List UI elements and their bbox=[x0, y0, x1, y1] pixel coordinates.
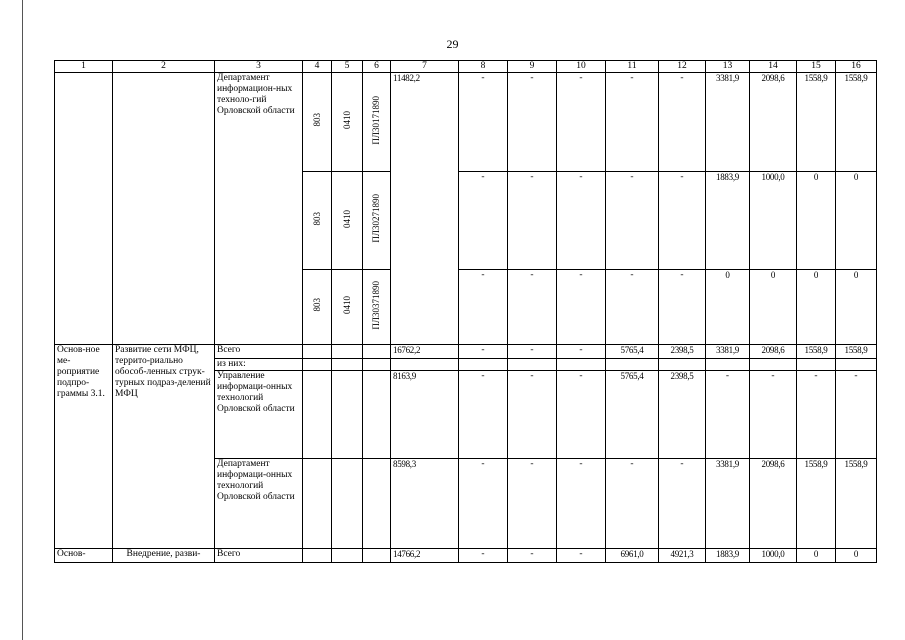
table-cell bbox=[303, 345, 332, 359]
code-section: 0410 bbox=[341, 209, 352, 228]
value-cell: 0 bbox=[797, 172, 836, 270]
table-row bbox=[55, 345, 877, 359]
budget-table bbox=[54, 60, 877, 563]
column-header-row bbox=[55, 61, 877, 73]
value-cell: 2098,6 bbox=[750, 459, 797, 549]
row-label: Управление информаци-онных технологий Орловской области bbox=[215, 371, 303, 459]
table-cell bbox=[363, 270, 391, 345]
table-cell bbox=[303, 172, 332, 270]
table-cell bbox=[836, 359, 877, 371]
column-header: 8 bbox=[459, 61, 508, 73]
value-cell: - bbox=[557, 172, 606, 270]
table-cell bbox=[508, 359, 557, 371]
table-cell bbox=[332, 345, 363, 359]
value-cell: - bbox=[508, 73, 557, 172]
table-cell bbox=[303, 459, 332, 549]
value-cell: - bbox=[557, 371, 606, 459]
table-cell bbox=[706, 359, 750, 371]
table-cell bbox=[332, 371, 363, 459]
value-cell: 2398,5 bbox=[659, 345, 706, 359]
total-cell: 16762,2 bbox=[391, 345, 459, 359]
column-header: 7 bbox=[391, 61, 459, 73]
value-cell: 1000,0 bbox=[750, 549, 797, 563]
value-cell: 0 bbox=[836, 270, 877, 345]
table-cell bbox=[332, 172, 363, 270]
value-cell: - bbox=[659, 73, 706, 172]
value-cell: - bbox=[606, 270, 659, 345]
value-cell: - bbox=[508, 345, 557, 359]
value-cell: - bbox=[459, 270, 508, 345]
column-header: 3 bbox=[215, 61, 303, 73]
value-cell: 1558,9 bbox=[836, 345, 877, 359]
total-cell: 14766,2 bbox=[391, 549, 459, 563]
value-cell: - bbox=[508, 172, 557, 270]
total-cell: 11482,2 bbox=[391, 73, 459, 345]
table-cell bbox=[332, 359, 363, 371]
row-label: Всего bbox=[215, 345, 303, 359]
value-cell: - bbox=[508, 371, 557, 459]
table-cell bbox=[303, 359, 332, 371]
value-cell: 3381,9 bbox=[706, 73, 750, 172]
table-cell bbox=[391, 359, 459, 371]
value-cell: 4921,3 bbox=[659, 549, 706, 563]
table-cell bbox=[363, 371, 391, 459]
table-cell bbox=[303, 549, 332, 563]
code-target: ПЛ30371890 bbox=[371, 280, 381, 330]
value-cell: - bbox=[508, 549, 557, 563]
table-cell bbox=[606, 359, 659, 371]
value-cell: - bbox=[557, 459, 606, 549]
row-label: из них: bbox=[215, 359, 303, 371]
table-cell bbox=[750, 359, 797, 371]
column-header: 4 bbox=[303, 61, 332, 73]
value-cell: - bbox=[659, 270, 706, 345]
table-row bbox=[55, 73, 877, 172]
code-ministry: 803 bbox=[311, 211, 322, 226]
value-cell: - bbox=[459, 549, 508, 563]
value-cell: 3381,9 bbox=[706, 459, 750, 549]
code-target: ПЛ30271890 bbox=[371, 194, 381, 243]
table-cell bbox=[303, 73, 332, 172]
value-cell: - bbox=[750, 371, 797, 459]
value-cell: 2098,6 bbox=[750, 73, 797, 172]
value-cell: - bbox=[606, 73, 659, 172]
value-cell: - bbox=[606, 172, 659, 270]
value-cell: 6961,0 bbox=[606, 549, 659, 563]
table-cell bbox=[557, 359, 606, 371]
table-cell bbox=[363, 172, 391, 270]
value-cell: 1883,9 bbox=[706, 549, 750, 563]
value-cell: - bbox=[459, 172, 508, 270]
page-number: 29 bbox=[446, 37, 459, 51]
total-cell: 8598,3 bbox=[391, 459, 459, 549]
column-header: 10 bbox=[557, 61, 606, 73]
value-cell: 0 bbox=[750, 270, 797, 345]
value-cell: 0 bbox=[836, 172, 877, 270]
row-label: Всего bbox=[215, 549, 303, 563]
value-cell: - bbox=[557, 270, 606, 345]
value-cell: - bbox=[836, 371, 877, 459]
value-cell: - bbox=[659, 172, 706, 270]
code-ministry: 803 bbox=[311, 298, 322, 312]
table-cell bbox=[303, 270, 332, 345]
value-cell: - bbox=[459, 73, 508, 172]
value-cell: - bbox=[557, 73, 606, 172]
value-cell: - bbox=[508, 459, 557, 549]
code-ministry: 803 bbox=[311, 113, 322, 127]
row-label: Департамент информаци-онных технологий Орловской области bbox=[215, 459, 303, 549]
value-cell: 1558,9 bbox=[797, 73, 836, 172]
value-cell: 1883,9 bbox=[706, 172, 750, 270]
table-cell bbox=[332, 73, 363, 172]
value-cell: 0 bbox=[706, 270, 750, 345]
activity-name-cell: Внедрение, разви- bbox=[113, 549, 215, 563]
table-cell bbox=[363, 345, 391, 359]
code-target: ПЛ30171890 bbox=[371, 95, 381, 145]
column-header: 14 bbox=[750, 61, 797, 73]
table-cell bbox=[303, 371, 332, 459]
activity-name-cell: Развитие сети МФЦ, террито-риально обособ-ленных струк-турных подраз-делений МФЦ bbox=[113, 345, 215, 549]
value-cell: 0 bbox=[797, 270, 836, 345]
value-cell: - bbox=[659, 459, 706, 549]
value-cell: - bbox=[508, 270, 557, 345]
table-row bbox=[55, 549, 877, 563]
table-cell bbox=[363, 549, 391, 563]
value-cell: 1000,0 bbox=[750, 172, 797, 270]
table-cell bbox=[332, 459, 363, 549]
column-header: 11 bbox=[606, 61, 659, 73]
value-cell: - bbox=[557, 345, 606, 359]
column-header: 13 bbox=[706, 61, 750, 73]
value-cell: 0 bbox=[836, 549, 877, 563]
value-cell: 1558,9 bbox=[836, 73, 877, 172]
code-section: 0410 bbox=[341, 296, 352, 314]
column-header: 1 bbox=[55, 61, 113, 73]
value-cell: - bbox=[459, 459, 508, 549]
value-cell: 1558,9 bbox=[836, 459, 877, 549]
column-header: 5 bbox=[332, 61, 363, 73]
table-cell bbox=[363, 459, 391, 549]
table-cell bbox=[659, 359, 706, 371]
value-cell: 2098,6 bbox=[750, 345, 797, 359]
code-section: 0410 bbox=[341, 111, 352, 129]
table-cell bbox=[797, 359, 836, 371]
table-cell bbox=[332, 270, 363, 345]
column-header: 2 bbox=[113, 61, 215, 73]
value-cell: - bbox=[557, 549, 606, 563]
column-header: 16 bbox=[836, 61, 877, 73]
value-cell: - bbox=[459, 371, 508, 459]
value-cell: 3381,9 bbox=[706, 345, 750, 359]
table-cell bbox=[55, 73, 113, 345]
column-header: 15 bbox=[797, 61, 836, 73]
value-cell: - bbox=[706, 371, 750, 459]
value-cell: 5765,4 bbox=[606, 371, 659, 459]
table-cell bbox=[332, 549, 363, 563]
table-cell bbox=[113, 73, 215, 345]
column-header: 9 bbox=[508, 61, 557, 73]
value-cell: 1558,9 bbox=[797, 459, 836, 549]
value-cell: 1558,9 bbox=[797, 345, 836, 359]
executor-cell: Департамент информацион-ных техноло-гий Орловской области bbox=[215, 73, 303, 345]
table-cell bbox=[459, 359, 508, 371]
column-header: 6 bbox=[363, 61, 391, 73]
table-cell bbox=[363, 359, 391, 371]
value-cell: 0 bbox=[797, 549, 836, 563]
value-cell: - bbox=[797, 371, 836, 459]
page-left-edge bbox=[22, 0, 23, 640]
activity-number-cell: Основ-ное ме-роприятие подпро-граммы 3.1. bbox=[55, 345, 113, 549]
value-cell: - bbox=[459, 345, 508, 359]
value-cell: 2398,5 bbox=[659, 371, 706, 459]
column-header: 12 bbox=[659, 61, 706, 73]
total-cell: 8163,9 bbox=[391, 371, 459, 459]
activity-number-cell: Основ- bbox=[55, 549, 113, 563]
table-cell bbox=[363, 73, 391, 172]
value-cell: - bbox=[606, 459, 659, 549]
value-cell: 5765,4 bbox=[606, 345, 659, 359]
